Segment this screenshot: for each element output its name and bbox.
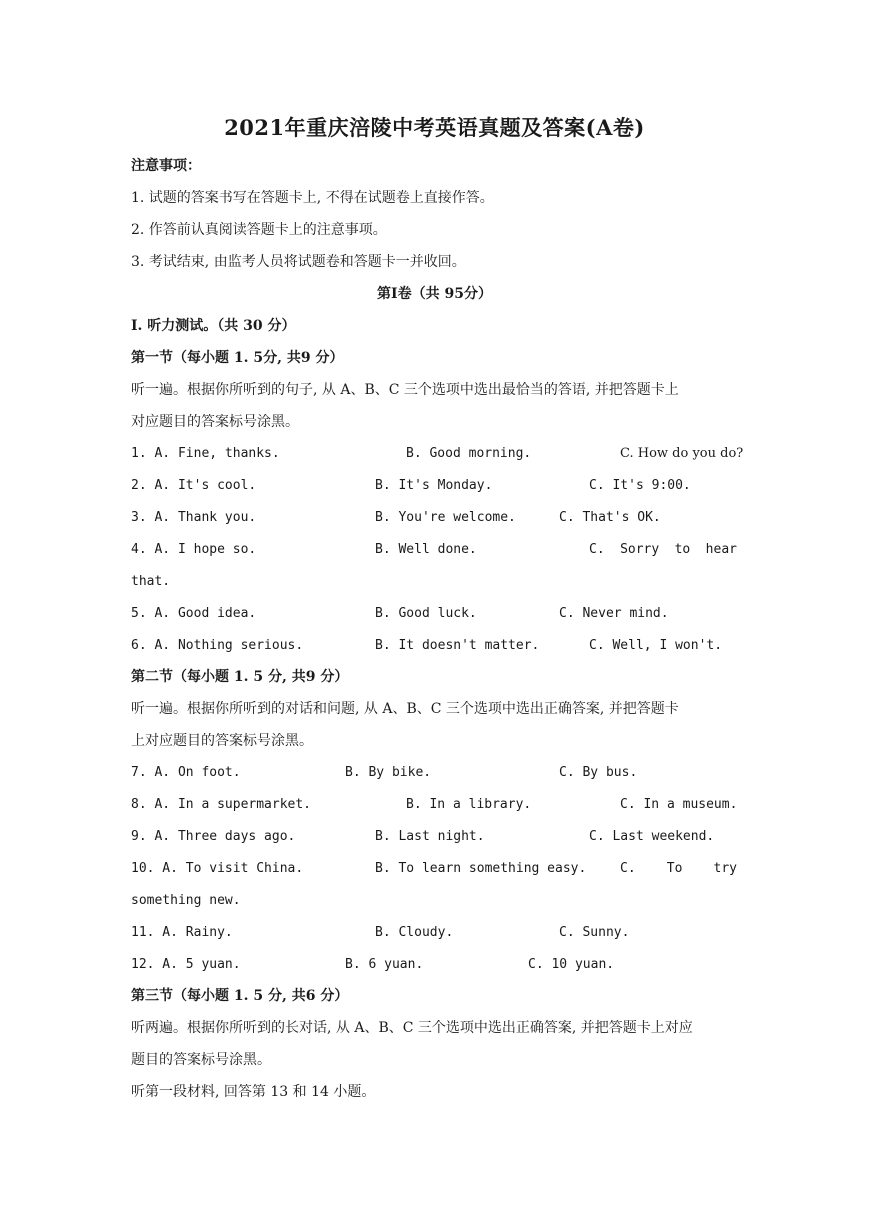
option-a: 9. A. Three days ago. (131, 829, 296, 844)
option-b: B. It's Monday. (375, 478, 493, 493)
option-c-word: hear (705, 542, 737, 557)
option-a: 10. A. To visit China. (131, 861, 304, 876)
instruction-text: 听两遍。根据你所听到的长对话, 从 A、B、C 三个选项中选出正确答案, 并把答题卡上对应 (131, 1020, 693, 1036)
option-a: 12. A. 5 yuan. (131, 957, 241, 972)
section-heading: 第一节（每小题 1. 5分, 共9 分） (131, 350, 344, 366)
option-c: C. Last weekend. (589, 829, 715, 844)
option-b: B. Well done. (375, 542, 477, 557)
notice-item: 1. 试题的答案书写在答题卡上, 不得在试题卷上直接作答。 (131, 190, 494, 206)
option-b: B. 6 yuan. (345, 957, 424, 972)
option-b: B. You're welcome. (375, 510, 516, 525)
option-b: B. To learn something easy. (375, 861, 587, 876)
option-b: B. By bike. (345, 765, 432, 780)
option-c: C. Sunny. (559, 925, 630, 940)
option-c: C. By bus. (559, 765, 638, 780)
option-c-word: try (713, 861, 737, 876)
option-c-letter: C. (620, 861, 636, 876)
option-b: B. Good luck. (375, 606, 477, 621)
option-c: C. Well, I won't. (589, 638, 723, 653)
option-c: C. In a museum. (620, 797, 738, 812)
option-c-letter: C. (589, 542, 605, 557)
option-c: C. Never mind. (559, 606, 669, 621)
option-b: B. It doesn't matter. (375, 638, 540, 653)
option-b: B. In a library. (406, 797, 532, 812)
option-a: 11. A. Rainy. (131, 925, 233, 940)
section-heading: 第三节（每小题 1. 5 分, 共6 分） (131, 988, 349, 1004)
option-a: 2. A. It's cool. (131, 478, 257, 493)
volume-heading: 第Ⅰ卷（共 95分） (377, 286, 492, 302)
option-c (620, 859, 737, 879)
option-a: 6. A. Nothing serious. (131, 638, 304, 653)
option-a: 3. A. Thank you. (131, 510, 257, 525)
option-a: 7. A. On foot. (131, 765, 241, 780)
instruction-text: 听一遍。根据你所听到的对话和问题, 从 A、B、C 三个选项中选出正确答案, 并把答题卡 (131, 701, 679, 717)
option-c-word: to (674, 542, 691, 557)
option-b: B. Last night. (375, 829, 485, 844)
option-c-word: To (666, 861, 683, 876)
notice-heading: 注意事项： (131, 158, 201, 174)
option-b: B. Cloudy. (375, 925, 454, 940)
notice-item: 3. 考试结束, 由监考人员将试题卷和答题卡一并收回。 (131, 254, 466, 270)
instruction-text: 题目的答案标号涂黑。 (131, 1052, 271, 1068)
option-c: C. That's OK. (559, 510, 661, 525)
instruction-text: 上对应题目的答案标号涂黑。 (131, 733, 313, 749)
instruction-text: 对应题目的答案标号涂黑。 (131, 414, 299, 430)
option-a: 1. A. Fine, thanks. (131, 446, 280, 461)
option-c-continued: something new. (131, 893, 241, 908)
option-c: C. It's 9:00. (589, 478, 691, 493)
option-c (589, 540, 737, 560)
option-c: C. 10 yuan. (528, 957, 615, 972)
option-c-continued: that. (131, 574, 171, 589)
notice-item: 2. 作答前认真阅读答题卡上的注意事项。 (131, 222, 387, 238)
option-a: 5. A. Good idea. (131, 606, 257, 621)
option-a: 8. A. In a supermarket. (131, 797, 312, 812)
instruction-text: 听第一段材料, 回答第 13 和 14 小题。 (131, 1084, 376, 1100)
option-a: 4. A. I hope so. (131, 542, 257, 557)
option-c: C. How do you do? (620, 446, 744, 461)
section-heading: 第二节（每小题 1. 5 分, 共9 分） (131, 669, 349, 685)
part-heading: I. 听力测试。（共 30 分） (131, 318, 296, 334)
page-title: 2021年重庆涪陵中考英语真题及答案(A卷) (224, 115, 645, 140)
option-b: B. Good morning. (406, 446, 532, 461)
instruction-text: 听一遍。根据你所听到的句子, 从 A、B、C 三个选项中选出最恰当的答语, 并把答题卡上 (131, 382, 679, 398)
option-c-word: Sorry (620, 542, 660, 557)
